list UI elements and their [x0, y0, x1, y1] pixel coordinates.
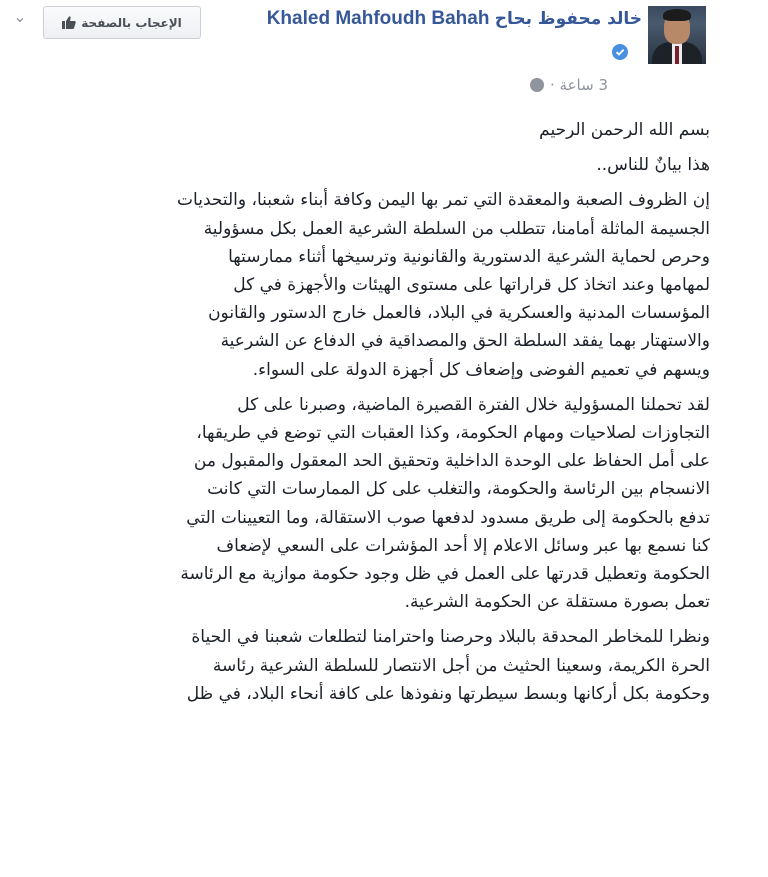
post-paragraph [30, 391, 710, 617]
post-paragraph [30, 186, 710, 383]
post-options-chevron-icon[interactable]: ⌄ [13, 6, 27, 26]
post-text-line: ونظرا للمخاطر المحدقة بالبلاد وحرصنا واحترامنا لتطلعات شعبنا في الحياة [191, 627, 710, 648]
post-text-line: وحكومة بكل أركانها وبسط سيطرتها ونفوذها على كافة أنحاء البلاد، في ظل [186, 683, 710, 704]
post-text-line: ويسهم في تعميم الفوضى وإضعاف كل أجهزة الدولة على السواء. [252, 359, 710, 380]
post-text-line: الجسيمة الماثلة أمامنا، تتطلب من السلطة الشرعية العمل بكل مسؤولية [203, 218, 710, 239]
author-avatar[interactable] [648, 6, 706, 64]
thumbs-up-icon [62, 16, 76, 29]
post-text-line: والاستهتار بهما يفقد السلطة الحق والمصداقية في الدفاع عن الشرعية [220, 331, 710, 352]
post-paragraph [30, 151, 710, 179]
like-page-button[interactable] [43, 6, 201, 39]
post-text-line: هذا بيانٌ للناس.. [596, 155, 710, 176]
author-name-ar[interactable]: خالد محفوظ بحاح [494, 9, 642, 29]
post-paragraph [30, 116, 710, 144]
post-meta [530, 76, 608, 94]
like-page-label: الإعجاب بالصفحة [81, 15, 182, 30]
post-text-line: تدفع بالحكومة إلى طريق مسدود لدفعها صوب الاستقالة، وما التعيينات التي [186, 507, 710, 528]
post-text-line: الانسجام بين الرئاسة والحكومة، والتغلب على كل الممارسات التي كانت [207, 479, 710, 500]
post-text-line: التجاوزات لصلاحيات ومهام الحكومة، وكذا العقبات التي توضع في طريقها، [196, 423, 710, 444]
author-name-en[interactable]: Khaled Mahfoudh Bahah [266, 8, 490, 29]
post-text-line: تعمل بصورة مستقلة عن الحكومة الشرعية. [404, 592, 710, 613]
post-timestamp[interactable]: 3 ساعة · [550, 76, 608, 94]
post-text-line: وحرص لحماية الشرعية الدستورية والقانونية وترسيخها أثناء ممارستها [228, 246, 710, 267]
post-text-line: كنا نسمع بها عبر وسائل الاعلام إلا أحد المؤشرات على السعي لإضعاف [216, 535, 710, 556]
post-text-line: إن الظروف الصعبة والمعقدة التي تمر بها اليمن وكافة أبناء شعبنا، والتحديات [177, 190, 710, 211]
post-paragraph [30, 623, 710, 708]
globe-icon [530, 78, 544, 92]
verified-badge-icon [612, 44, 628, 60]
post-body [30, 116, 710, 715]
post-text-line: الحرة الكريمة، وسعينا الحثيث من أجل الانتصار للسلطة الشرعية رئاسة [212, 655, 710, 676]
author-name[interactable] [267, 8, 642, 30]
post-text-line: لمهامها وعند اتخاذ كل قراراتها على مستوى الهيئات والأجهزة في كل [233, 275, 710, 296]
post-text-line: الحكومة وتعطيل قدرتها على العمل في ظل وجود حكومة موازية مع الرئاسة [180, 564, 710, 585]
post-text-line: لقد تحملنا المسؤولية خلال الفترة القصيرة الماضية، وصبرنا على كل [237, 394, 710, 415]
post-text-line: بسم الله الرحمن الرحيم [539, 120, 710, 140]
post-text-line: المؤسسات المدنية والعسكرية في البلاد، فالعمل خارج الدستور والقانون [208, 303, 710, 324]
post-text-line: على أمل الحفاظ على الوحدة الداخلية وتحقيق الحد المعقول والمقبول من [193, 451, 710, 472]
